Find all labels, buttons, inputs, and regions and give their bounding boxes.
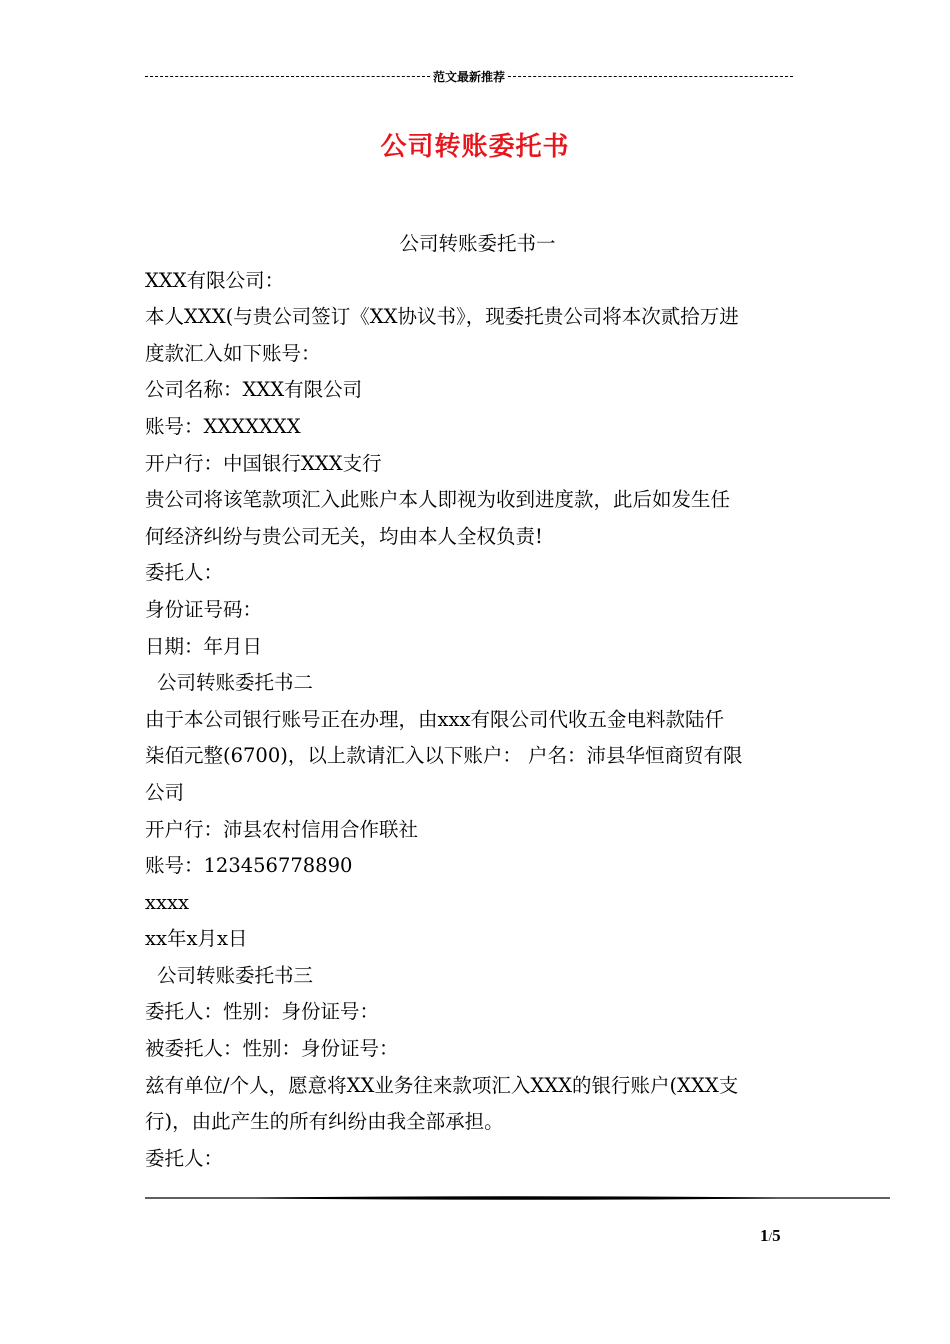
body-line: 委托人：性别：身份证号： (145, 1000, 380, 1024)
body-line: 开户行：中国银行XXX支行 (145, 451, 382, 475)
body-line: 账号：XXXXXXX (145, 414, 301, 438)
section-heading-2: 公司转账委托书二 (157, 671, 314, 695)
footer-rule (145, 1194, 890, 1202)
body-line: 贵公司将该笔款项汇入此账户本人即视为收到进度款，此后如发生任 (145, 488, 731, 512)
body-line: 度款汇入如下账号： (145, 341, 321, 365)
header-label: 范文最新推荐 (433, 69, 506, 84)
body-line: 被委托人：性别：身份证号： (145, 1037, 399, 1061)
document-title: 公司转账委托书 (380, 132, 570, 162)
page-number (760, 1226, 820, 1246)
section-heading-3: 公司转账委托书三 (157, 963, 314, 987)
body-line: 由于本公司银行账号正在办理，由xxx有限公司代收五金电料款陆仟 (145, 707, 724, 731)
body-line: 开户行：沛县农村信用合作联社 (145, 817, 419, 841)
body-line: XXX有限公司： (145, 268, 285, 292)
header-dash-left (145, 76, 430, 77)
section-heading-1: 公司转账委托书一 (399, 232, 556, 255)
body-line: 行)，由此产生的所有纠纷由我全部承担。 (145, 1110, 504, 1134)
body-line: 柒佰元整(6700)，以上款请汇入以下账户： 户名：沛县华恒商贸有限 (145, 744, 743, 768)
body-line: 本人XXX(与贵公司签订《XX协议书》，现委托贵公司将本次贰拾万进 (145, 305, 739, 329)
body-line: xxxx (145, 890, 189, 914)
body-line: 何经济纠纷与贵公司无关，均由本人全权负责! (145, 524, 543, 548)
body-line: 身份证号码： (145, 597, 263, 621)
body-line: 日期：年月日 (145, 634, 263, 658)
body-line: 公司名称：XXX有限公司 (145, 378, 363, 402)
body-line: xx年x月x日 (145, 927, 248, 951)
body-line: 兹有单位/个人，愿意将XX业务往来款项汇入XXX的银行账户(XXX支 (145, 1073, 739, 1097)
page-current: 1 (760, 1226, 769, 1245)
header-dash-right (508, 76, 793, 77)
body-line: 委托人： (145, 561, 224, 585)
page-separator: / (768, 1229, 773, 1244)
page-header (145, 66, 793, 86)
body-line: 委托人： (145, 1146, 224, 1170)
body-line: 公司 (145, 780, 185, 804)
document-body (145, 226, 810, 1177)
body-line: 账号：123456778890 (145, 854, 353, 878)
page-total: 5 (772, 1226, 781, 1245)
